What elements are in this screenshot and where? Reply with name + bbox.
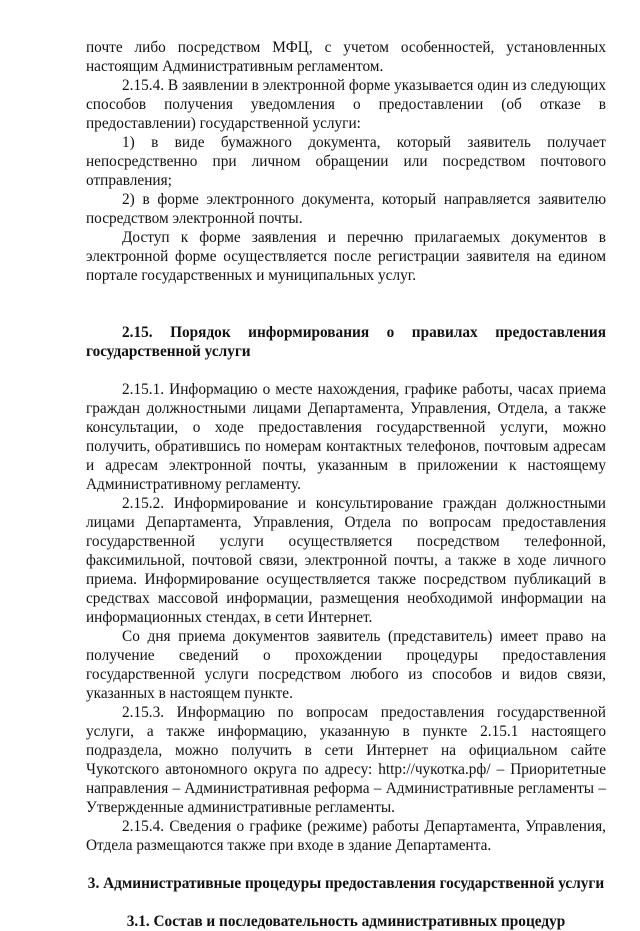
- paragraph-2-15-1: 2.15.1. Информацию о месте нахождения, графике работы, часах приема граждан должностными лицами Департамента, Управления, Отдела, а также консультации, о ходе предоставления государственной услуги, можно получить, обратившись по номерам контактных телефонов, почтовым адресам и адресам электронной почты, указанным в приложении к настоящему Административному регламенту.: [86, 381, 606, 493]
- paragraph-portal-access: Доступ к форме заявления и перечню прилагаемых документов в электронной форме осуществляется после регистрации заявителя на едином портале государственных и муниципальных услуг.: [86, 229, 606, 284]
- chapter-heading-3: 3. Административные процедуры предоставления государственной услуги: [87, 875, 605, 892]
- paragraph-2-15-4-notification: 2.15.4. В заявлении в электронной форме указывается один из следующих способов получения уведомления о предоставлении (об отказе в предоставлении) государственной услуги:: [86, 77, 606, 132]
- paragraph-option-electronic: 2) в форме электронного документа, который направляется заявителю посредством электронной почты.: [86, 191, 606, 227]
- paragraph-2-15-2: 2.15.2. Информирование и консультирование граждан должностными лицами Департамента, Управления, Отдела по вопросам предоставления государственной услуги осуществляется посредством телефонной, факсимильной, почтовой связи, электронной почты, а также в ходе личного приема. Информирование осуществляется также посредством публикаций в средствах массовой информации, размещения необходимой информации на информационных стендах, в сети Интернет.: [86, 495, 606, 626]
- spacer: [86, 893, 606, 912]
- paragraph-option-paper: 1) в виде бумажного документа, который заявитель получает непосредственно при личном обращении или посредством почтового отправления;: [86, 134, 606, 189]
- spacer: [86, 855, 606, 874]
- paragraph-2-15-3: 2.15.3. Информацию по вопросам предоставления государственной услуги, а также информацию, указанную в пункте 2.15.1 настоящего подраздела, можно получить в сети Интернет на официальном сайте Чукотского автономного округа по адресу: http://чукотка.рф/ – Приоритетные направления – Административная реформа – Административные регламенты – Утвержденные административные регламенты.: [86, 704, 606, 816]
- section-heading-2-15: 2.15. Порядок информирования о правилах предоставления государственной услуги: [86, 324, 606, 360]
- spacer: [86, 361, 606, 380]
- paragraph-applicant-rights: Со дня приема документов заявитель (представитель) имеет право на получение сведений о прохождении процедуры предоставления государственной услуги посредством любого из способов и видов связи, указанных в настоящем пункте.: [86, 628, 606, 702]
- document-page: [86, 38, 606, 931]
- section-heading-3-1: 3.1. Состав и последовательность административных процедур: [126, 913, 566, 930]
- paragraph-continuation: почте либо посредством МФЦ, с учетом особенностей, установленных настоящим Административным регламентом.: [86, 39, 606, 75]
- spacer: [86, 285, 606, 304]
- paragraph-2-15-4-schedule: 2.15.4. Сведения о графике (режиме) работы Департамента, Управления, Отдела размещаются также при входе в здание Департамента.: [86, 818, 606, 854]
